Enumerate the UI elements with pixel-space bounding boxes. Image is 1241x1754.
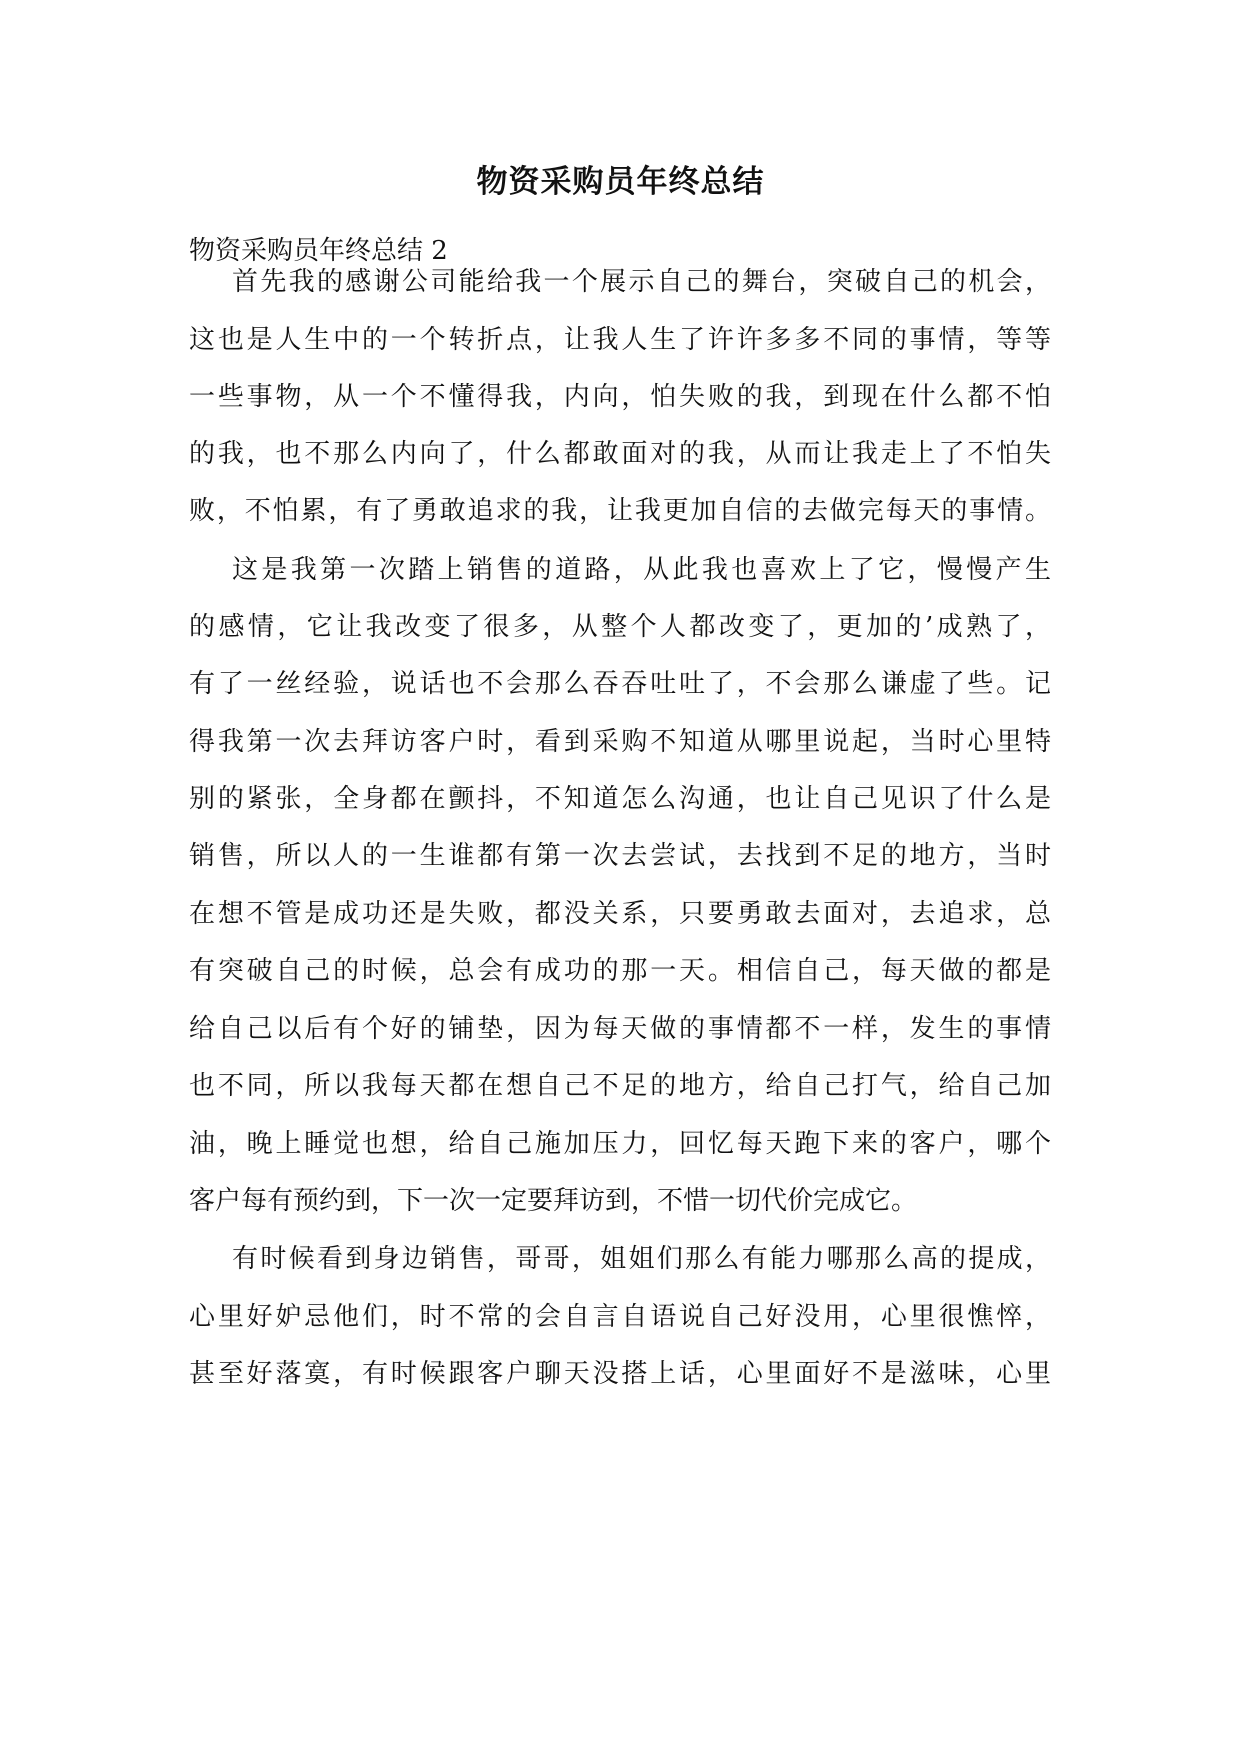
text-line: 的我，也不那么内向了，什么都敢面对的我，从而让我走上了不怕失	[189, 439, 1051, 469]
text-line: 也不同，所以我每天都在想自己不足的地方，给自己打气，给自己加	[189, 1071, 1051, 1101]
text-line: 客户每有预约到，下一次一定要拜访到，不惜一切代价完成它。	[189, 1186, 918, 1216]
text-line: 这也是人生中的一个转折点，让我人生了许许多多不同的事情，等等	[189, 325, 1051, 355]
text-line: 有了一丝经验，说话也不会那么吞吞吐吐了，不会那么谦虚了些。记	[189, 669, 1051, 699]
text-line: 给自己以后有个好的铺垫，因为每天做的事情都不一样，发生的事情	[189, 1014, 1051, 1044]
document-title: 物资采购员年终总结	[476, 164, 765, 200]
text-line: 的感情，它让我改变了很多，从整个人都改变了，更加的’成熟了，	[189, 612, 1051, 642]
text-line: 得我第一次去拜访客户时，看到采购不知道从哪里说起，当时心里特	[189, 727, 1051, 757]
text-line: 这是我第一次踏上销售的道路，从此我也喜欢上了它，慢慢产生	[232, 555, 1051, 585]
text-line: 一些事物，从一个不懂得我，内向，怕失败的我，到现在什么都不怕	[189, 382, 1051, 412]
text-line: 败，不怕累，有了勇敢追求的我，让我更加自信的去做完每天的事情。	[189, 496, 1051, 526]
text-line: 油，晚上睡觉也想，给自己施加压力，回忆每天跑下来的客户，哪个	[189, 1129, 1051, 1159]
text-line: 有突破自己的时候，总会有成功的那一天。相信自己，每天做的都是	[189, 956, 1051, 986]
text-line: 销售，所以人的一生谁都有第一次去尝试，去找到不足的地方，当时	[189, 841, 1051, 871]
text-line: 甚至好落寞，有时候跟客户聊天没搭上话，心里面好不是滋味，心里	[189, 1359, 1051, 1389]
text-line: 别的紧张，全身都在颤抖，不知道怎么沟通，也让自己见识了什么是	[189, 784, 1051, 814]
document-subtitle: 物资采购员年终总结 2	[189, 236, 448, 266]
text-line: 有时候看到身边销售，哥哥，姐姐们那么有能力哪那么高的提成，	[232, 1244, 1051, 1274]
text-line: 心里好妒忌他们，时不常的会自言自语说自己好没用，心里很憔悴，	[189, 1302, 1051, 1332]
text-line: 在想不管是成功还是失败，都没关系，只要勇敢去面对，去追求，总	[189, 899, 1051, 929]
text-line: 首先我的感谢公司能给我一个展示自己的舞台，突破自己的机会，	[232, 267, 1051, 297]
